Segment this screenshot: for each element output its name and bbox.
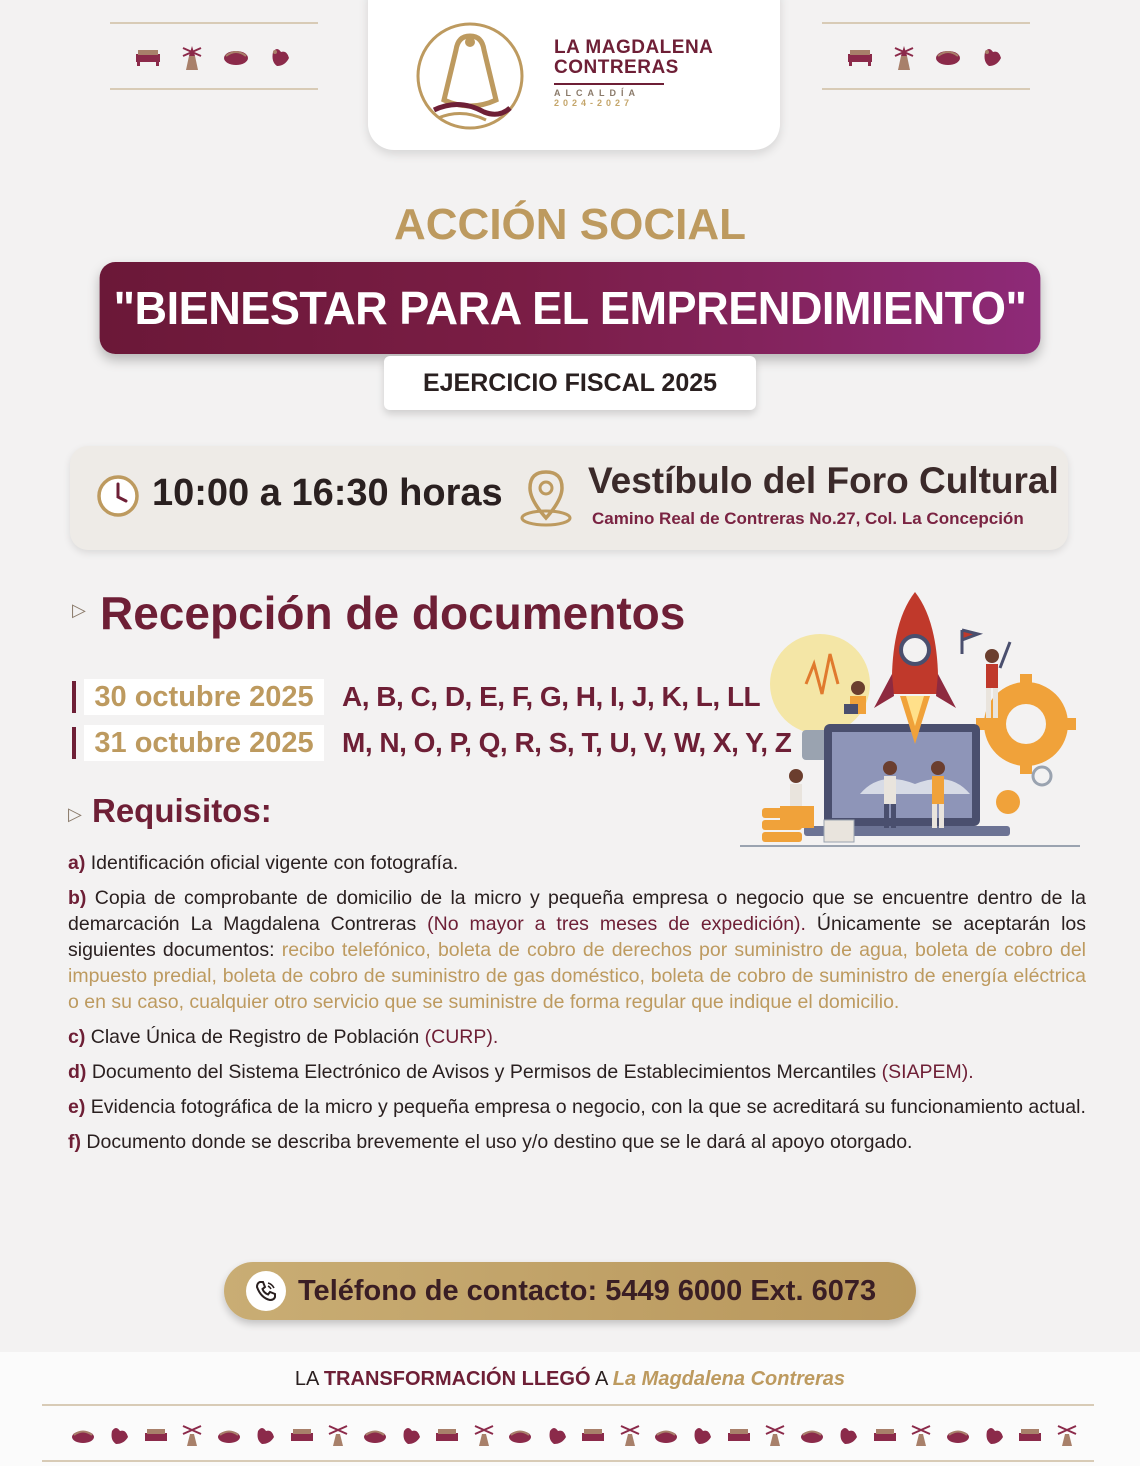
event-address: Camino Real de Contreras No.27, Col. La Concepción bbox=[592, 509, 1024, 528]
sofa-icon bbox=[1017, 1422, 1043, 1448]
windmill-icon bbox=[889, 42, 919, 72]
schedule-row bbox=[72, 678, 760, 716]
rooster-icon bbox=[689, 1422, 715, 1448]
divider bbox=[822, 22, 1030, 24]
reception-title: Recepción de documentos bbox=[100, 587, 686, 639]
divider bbox=[822, 88, 1030, 90]
document-stack-icon bbox=[824, 820, 854, 842]
windmill-icon bbox=[179, 1422, 205, 1448]
requirement-f: f) Documento donde se describa brevemente el uso y/o destino que se le dará al apoyo otorgado. bbox=[68, 1131, 913, 1153]
alcaldia-logo-icon bbox=[414, 20, 526, 132]
divider bbox=[110, 22, 318, 24]
basket-icon bbox=[221, 42, 251, 72]
divider bbox=[554, 83, 664, 85]
rooster-icon bbox=[106, 1422, 132, 1448]
windmill-icon bbox=[1054, 1422, 1080, 1448]
header-decoration-right bbox=[822, 22, 1030, 90]
rooster-icon bbox=[977, 42, 1007, 72]
logo-card bbox=[368, 0, 780, 150]
schedule-row bbox=[72, 724, 791, 762]
phone-icon bbox=[246, 1271, 286, 1311]
basket-icon bbox=[507, 1422, 533, 1448]
basket-icon bbox=[945, 1422, 971, 1448]
sofa-icon bbox=[133, 42, 163, 72]
divider bbox=[42, 1404, 1094, 1406]
bullet-triangle-icon: ▷ bbox=[72, 600, 86, 620]
person-figure bbox=[780, 769, 814, 828]
row-marker bbox=[72, 681, 76, 713]
row-marker bbox=[72, 727, 76, 759]
windmill-icon bbox=[617, 1422, 643, 1448]
contact-phone bbox=[224, 1262, 916, 1320]
windmill-icon bbox=[908, 1422, 934, 1448]
windmill-icon bbox=[762, 1422, 788, 1448]
windmill-icon bbox=[325, 1422, 351, 1448]
header-decoration-left bbox=[110, 22, 318, 90]
sofa-icon bbox=[289, 1422, 315, 1448]
basket-icon bbox=[216, 1422, 242, 1448]
requirements-list bbox=[68, 850, 1086, 1164]
sofa-icon bbox=[726, 1422, 752, 1448]
divider bbox=[110, 88, 318, 90]
contact-phone-label: Teléfono de contacto: 5449 6000 Ext. 6073 bbox=[298, 1274, 877, 1307]
event-time: 10:00 a 16:30 horas bbox=[152, 472, 503, 514]
sofa-icon bbox=[580, 1422, 606, 1448]
basket-icon bbox=[653, 1422, 679, 1448]
rooster-icon bbox=[398, 1422, 424, 1448]
basket-icon bbox=[362, 1422, 388, 1448]
requirement-d: d) Documento del Sistema Electrónico de Avisos y Permisos de Establecimientos Mercantiles (SIAPEM). bbox=[68, 1061, 974, 1083]
bullet-triangle-icon: ▷ bbox=[68, 804, 82, 824]
logo-alcaldia: ALCALDÍA bbox=[554, 88, 640, 98]
rooster-icon bbox=[835, 1422, 861, 1448]
requirement-e: e) Evidencia fotográfica de la micro y pequeña empresa o negocio, con la que se acreditará su funcionamiento actual. bbox=[68, 1096, 1086, 1118]
requirements-title: Requisitos: bbox=[92, 792, 272, 829]
flag-icon bbox=[962, 630, 978, 654]
footer-decoration bbox=[70, 1418, 1080, 1452]
rocket-icon bbox=[874, 592, 956, 744]
small-gear-icon bbox=[1033, 767, 1051, 785]
footer-slogan: LA TRANSFORMACIÓN LLEGÓ A La Magdalena Contreras bbox=[294, 1368, 846, 1390]
basket-icon bbox=[70, 1422, 96, 1448]
schedule-letters: M, N, O, P, Q, R, S, T, U, V, W, X, Y, Z bbox=[342, 727, 792, 758]
sofa-icon bbox=[872, 1422, 898, 1448]
logo-name-line1: LA MAGDALENA bbox=[554, 37, 714, 58]
schedule-date: 31 octubre 2025 bbox=[84, 725, 324, 761]
schedule-date: 30 octubre 2025 bbox=[84, 679, 324, 715]
rooster-icon bbox=[981, 1422, 1007, 1448]
divider bbox=[42, 1460, 1094, 1462]
requirement-a: a) Identificación oficial vigente con fotografía. bbox=[68, 852, 459, 874]
accion-social-title: ACCIÓN SOCIAL bbox=[394, 200, 746, 249]
sofa-icon bbox=[845, 42, 875, 72]
rooster-icon bbox=[265, 42, 295, 72]
fiscal-year-label: EJERCICIO FISCAL 2025 bbox=[384, 356, 756, 410]
schedule-letters: A, B, C, D, E, F, G, H, I, J, K, L, LL bbox=[342, 681, 761, 712]
windmill-icon bbox=[177, 42, 207, 72]
event-venue: Vestíbulo del Foro Cultural bbox=[588, 460, 1059, 501]
sofa-icon bbox=[143, 1422, 169, 1448]
basket-icon bbox=[799, 1422, 825, 1448]
rooster-icon bbox=[544, 1422, 570, 1448]
clock-icon bbox=[96, 474, 140, 518]
windmill-icon bbox=[471, 1422, 497, 1448]
small-gear-icon bbox=[996, 790, 1020, 814]
logo-period: 2024-2027 bbox=[554, 98, 634, 108]
requirement-b: b) Copia de comprobante de domicilio de la micro y pequeña empresa o negocio que se encuentre dentro de la demarcación La Magdalena Contreras (No mayor a tres meses de expedición). Únicamente se aceptarán los siguientes documentos: recibo telefónico, boleta de cobro de derechos por suministro de agua, boleta de cobro del impuesto predial, boleta de cobro de suministro de gas doméstico, boleta de cobro de suministro de energía eléctrica o en su caso, cualquier otro servicio que se suministre de forma regular que indique el domicilio. bbox=[68, 887, 1087, 1013]
logo-name-line2: CONTRERAS bbox=[554, 57, 679, 78]
basket-icon bbox=[933, 42, 963, 72]
entrepreneurship-illustration bbox=[740, 584, 1080, 852]
location-pin-icon bbox=[518, 468, 574, 528]
laptop-icon bbox=[804, 724, 1010, 836]
program-banner: "BIENESTAR PARA EL EMPRENDIMIENTO" bbox=[100, 262, 1041, 354]
requirement-c: c) Clave Única de Registro de Población (CURP). bbox=[68, 1026, 499, 1048]
rooster-icon bbox=[252, 1422, 278, 1448]
coins-icon bbox=[762, 808, 802, 842]
sofa-icon bbox=[434, 1422, 460, 1448]
